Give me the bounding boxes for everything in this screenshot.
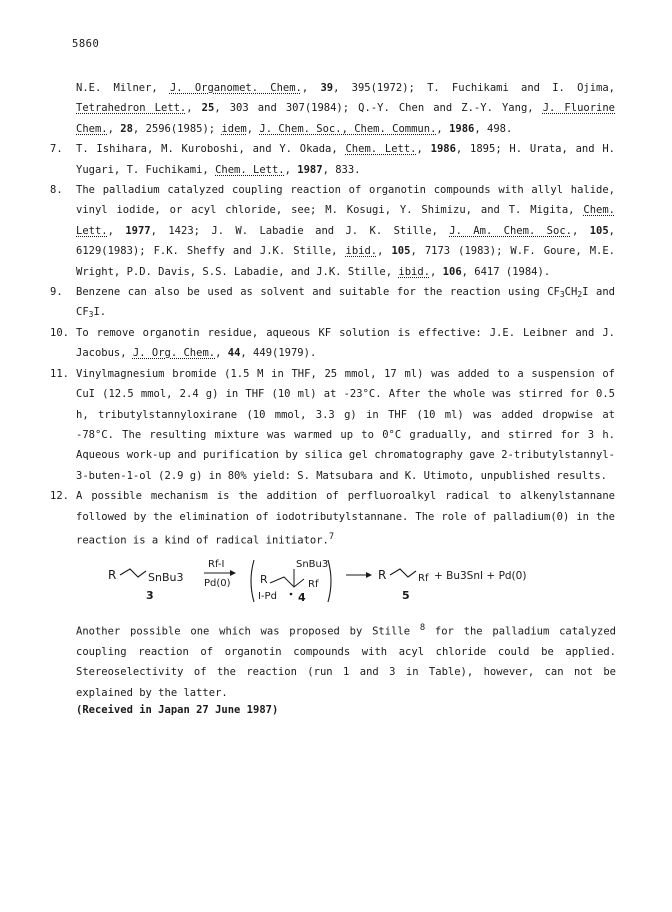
intermediate-ipd: I-Pd [258,591,277,602]
journal-title: ibid. [398,265,431,278]
subscript: 2 [577,290,583,300]
reaction-arrow-2-head [366,572,372,578]
volume-number: 1977 [125,224,151,237]
reference-text: T. Ishihara, M. Kuroboshi, and Y. Okada, Chem. Lett., 1986, 1895; H. Urata, and H. Yugari, T. Fuchikami, Chem. Lett., 1987, 833. [76,143,615,176]
volume-number: 105 [589,224,609,237]
journal-title: Chem. Lett. [345,143,417,156]
reagent-bottom: Pd(0) [204,578,231,589]
reference-item [50,78,615,139]
reference-text: Benzene can also be used as solvent and suitable for the reaction using $CF_3CH_2I$ and $CF_3I$. [76,286,615,320]
reference-number: 10. [50,326,69,339]
journal-title: Tetrahedron Lett. [76,102,187,115]
journal-title: J. Fluorine Chem. [76,102,615,135]
bracket-right [328,560,331,602]
reaction-scheme [106,557,586,607]
subscript: 3 [559,290,565,300]
page-number: 5860 [72,38,100,50]
journal-title: ibid. [345,245,378,258]
reference-item [50,180,615,282]
volume-number: 106 [442,265,462,278]
journal-title: idem [221,122,247,135]
bracket-left [251,560,254,602]
reaction-scheme-drawing [106,557,586,607]
byproducts: + Bu3SnI + Pd(0) [434,570,527,582]
product-r: R [378,568,387,582]
reference-text: To remove organotin residue, aqueous KF solution is effective: J.E. Leibner and J. Jacobus, J. Org. Chem., 44, 449(1979). [76,326,615,360]
reference-text: A possible mechanism is the addition of perfluoroalkyl radical to alkenylstannane followed by the elimination of iodotributylstannane. The role of palladium(0) in the reaction is a kind of radical initiator.$^7$ [76,490,615,547]
compound-5-label: 5 [402,589,410,602]
intermediate-r: R [260,573,268,586]
radical-dot [290,593,293,596]
reference-text: The palladium catalyzed coupling reaction of organotin compounds with allyl halide, vinyl iodide, or acyl chloride, see; M. Kosugi, Y. Shimizu, and T. Migita, Chem. Lett., 1977, 1423; J. W. Labadie and J. K. Stille, J. Am. Chem. Soc., 105, 6129(1983); F.K. Sheffy and J.K. Stille, ibid., 105, 7173 (1983); W.F. Goure, M.E. Wright, P.D. Davis, S.S. Labadie, and J.K. Stille, ibid., 106, 6417 (1984). [76,184,616,278]
journal-title: Chem. Lett. [215,163,285,176]
intermediate-rf: Rf [308,579,319,590]
vinyl-bond-product [390,569,416,577]
reference-number: 11. [50,367,69,380]
received-date: (Received in Japan 27 June 1987) [76,704,279,716]
intermediate-bonds [270,577,304,587]
reference-number: 9. [50,286,63,299]
volume-number: 1987 [297,163,323,176]
reference-item [50,486,615,551]
intermediate-snbu3: SnBu3 [296,559,329,570]
reference-item [50,323,615,364]
reference-number: 8. [50,184,63,197]
vinyl-bond-left [120,569,146,577]
volume-number: 1986 [430,143,456,156]
citation-superscript: 7 [328,531,335,542]
journal-title: Chem. Lett. [76,204,615,237]
reference-item [50,139,615,180]
product-rf: Rf [418,573,429,584]
reference-text: Vinylmagnesium bromide (1.5 M in THF, 25 mmol, 17 ml) was added to a suspension of CuI (12.5 mmol, 2.4 g) in THF (10 ml) at -23°C. After the whole was stirred for 0.5 h, tributylstannyloxirane (10 mmol, 3.3 g) in THF (10 ml) was added dropwise at -78°C. The resulting mixture was warmed up to 0°C gradually, and stirred for 3 h. Aqueous work-up and purification by silica gel chromatography gave 2-tributylstannyl-3-buten-1-ol (2.9 g) in 80% yield: S. Matsubara and K. Utimoto, unpublished results. [76,367,615,482]
reagent-top: Rf-I [208,559,225,570]
reaction-arrow-1-head [230,570,236,576]
discussion-paragraph: Another possible one which was proposed by Stille $^8$ for the palladium catalyzed coupling reaction of organotin compounds with acyl chloride could be applied. Stereoselectivity of the reaction (run 1 and 3 in Table), however, can not be explained by the latter. [76,623,616,699]
journal-title: J. Org. Chem. [132,347,216,360]
volume-number: 28 [120,122,133,135]
compound-3-label: 3 [146,589,154,602]
volume-number: 44 [227,347,241,360]
subscript: 3 [88,310,94,320]
volume-number: 105 [391,245,411,258]
reference-number: 12. [50,490,69,503]
reference-text: N.E. Milner, J. Organomet. Chem., 39, 395(1972); T. Fuchikami and I. Ojima, Tetrahedron Lett., 25, 303 and 307(1984); Q.-Y. Chen and Z.-Y. Yang, J. Fluorine Chem., 28, 2596(1985); idem, J. Chem. Soc., Chem. Commun., 1986, 498. [76,82,616,135]
journal-title: J. Am. Chem. Soc. [449,224,572,237]
citation-superscript: 8 [419,623,426,633]
scheme-snbu3-left: SnBu3 [148,571,184,584]
compound-4-label: 4 [298,591,306,604]
journal-title: J. Chem. Soc., Chem. Commun. [259,122,437,135]
volume-number: 39 [320,82,334,94]
volume-number: 25 [201,102,215,115]
scheme-r-left: R [108,568,117,582]
references-list [50,78,615,551]
volume-number: 1986 [449,122,475,135]
journal-title: J. Organomet. Chem. [169,82,302,94]
reference-item [50,282,615,323]
reference-item [50,364,615,486]
reference-number: 7. [50,143,63,156]
